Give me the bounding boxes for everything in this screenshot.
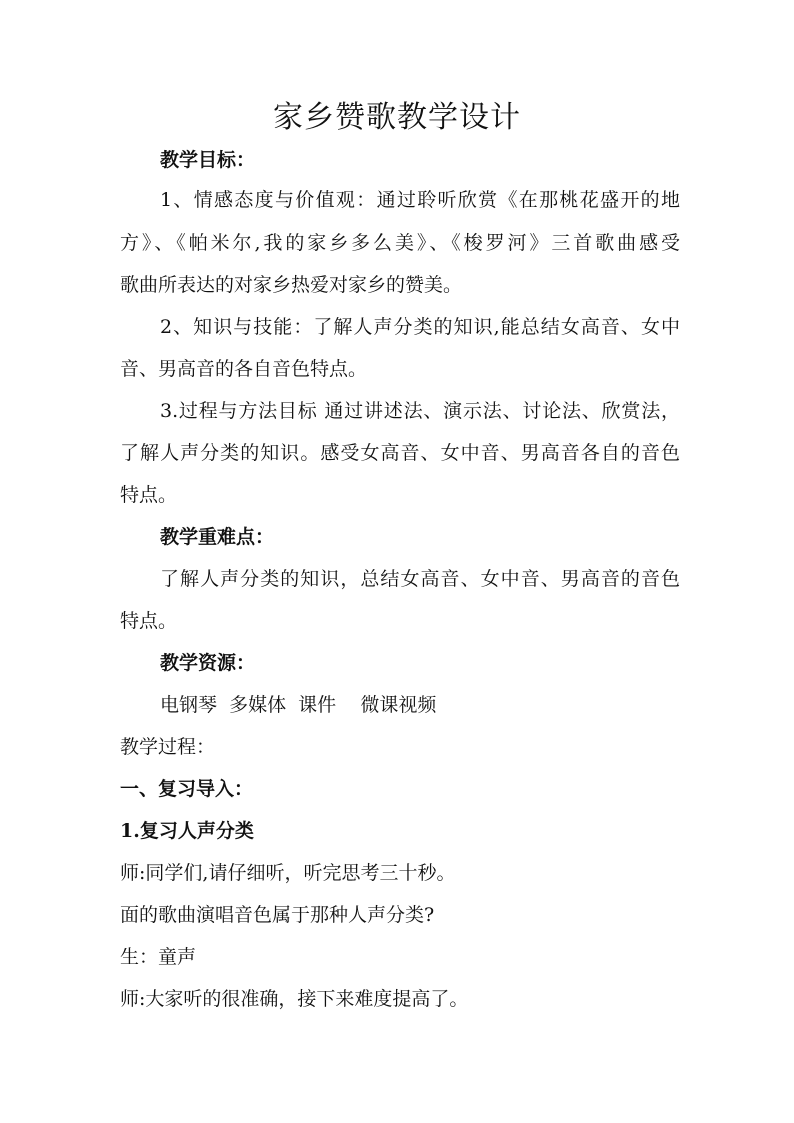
paragraph-line: 歌曲所表达的对家乡热爱对家乡的赞美。 (120, 274, 463, 296)
heading-key-difficulties: 教学重难点： (160, 526, 275, 548)
dialogue-line: 面的歌曲演唱音色属于那种人声分类? (120, 904, 435, 926)
heading-teaching-resources: 教学资源： (160, 652, 256, 674)
paragraph-line: 音、男高音的各自音色特点。 (120, 358, 368, 380)
heading-teaching-process: 教学过程： (120, 736, 216, 758)
resources-list: 电钢琴 多媒体 课件 微课视频 (160, 694, 437, 716)
paragraph-line: 特点。 (120, 610, 178, 632)
paragraph-line: 1、情感态度与价值观：通过聆听欣赏《在那桃花盛开的地 (160, 189, 680, 211)
paragraph-line: 了解人声分类的知识，总结女高音、女中音、男高音的音色 (160, 568, 680, 590)
heading-teaching-objectives: 教学目标： (160, 149, 256, 171)
section-heading-review: 一、复习导入： (120, 778, 254, 800)
dialogue-line: 师:大家听的很准确，接下来难度提高了。 (120, 988, 469, 1010)
paragraph-line: 了解人声分类的知识。感受女高音、女中音、男高音各自的音色 (120, 442, 680, 464)
paragraph-line: 方》、《帕米尔,我的家乡多么美》、《梭罗河》三首歌曲感受 (120, 232, 680, 254)
dialogue-line: 师:同学们,请仔细听，听完思考三十秒。 (120, 862, 456, 884)
subsection-heading-voice-classification: 1.复习人声分类 (120, 820, 254, 842)
paragraph-line: 2、知识与技能：了解人声分类的知识,能总结女高音、女中 (160, 316, 680, 338)
dialogue-line: 生：童声 (120, 946, 197, 968)
paragraph-line: 3.过程与方法目标 通过讲述法、演示法、讨论法、欣赏法， (160, 400, 680, 422)
document-title: 家乡赞歌教学设计 (273, 100, 521, 135)
paragraph-line: 特点。 (120, 484, 178, 506)
